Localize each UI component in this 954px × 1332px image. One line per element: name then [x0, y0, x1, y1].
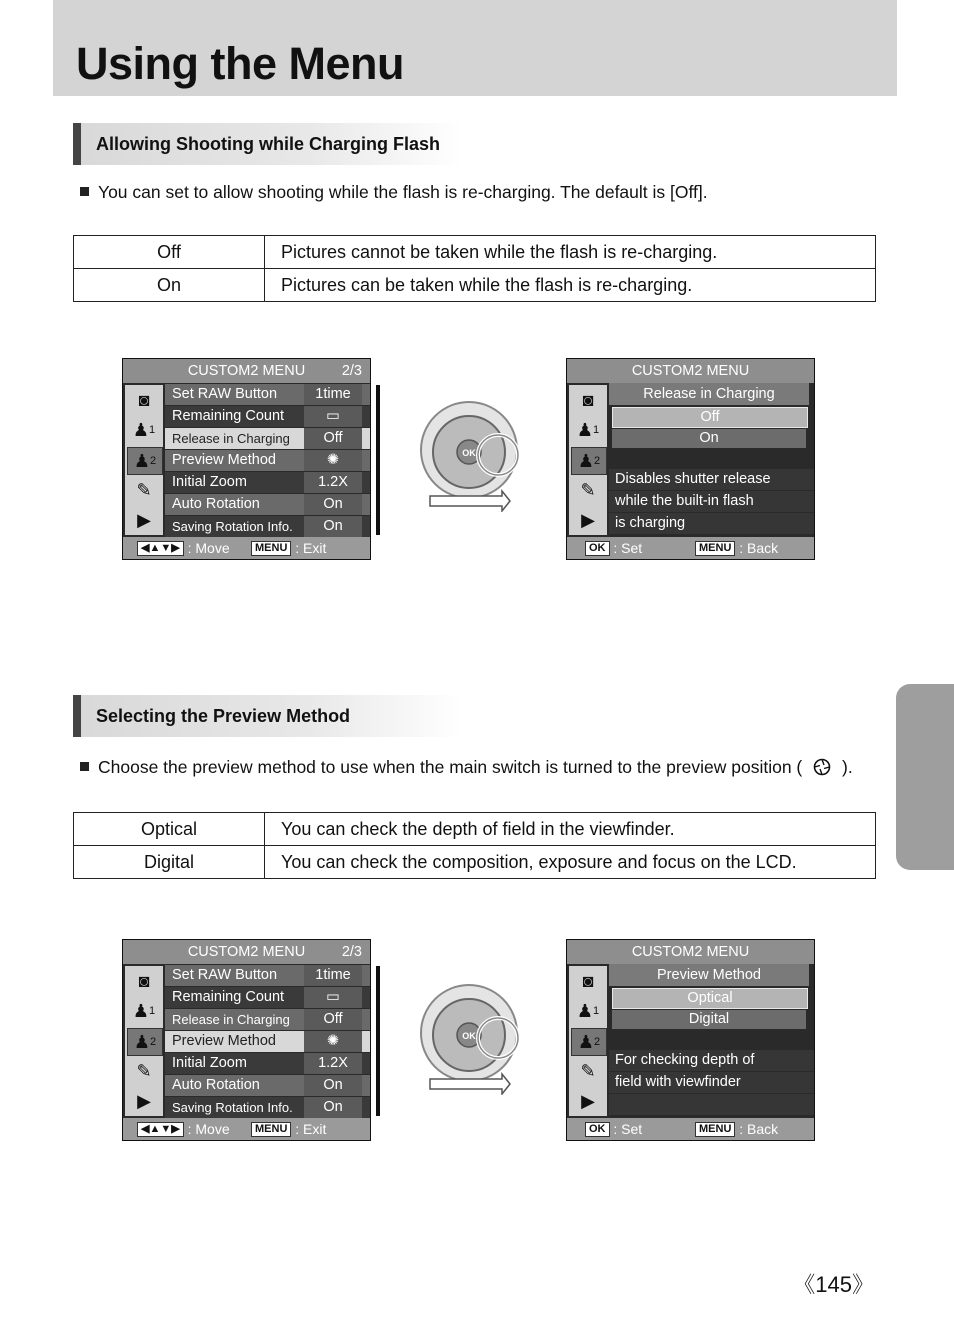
arrow-keys-icon: ◀▲▼▶ [137, 1122, 184, 1137]
custom2-icon[interactable]: ♟ 2 [127, 447, 163, 475]
description-text: field with viewfinder [615, 1074, 741, 1090]
options-table-flash [73, 235, 876, 302]
description-line [609, 1094, 814, 1115]
menu-row-label: Auto Rotation [172, 1077, 260, 1093]
bullet-square-icon [80, 187, 89, 196]
footer-set: : Set [613, 540, 643, 556]
section-heading-text: Selecting the Preview Method [96, 706, 351, 726]
aperture-icon: ✺ [304, 450, 362, 471]
lcd-tab-column [569, 966, 607, 1116]
menu-row[interactable] [165, 1097, 370, 1118]
footer-move: : Move [187, 1121, 230, 1137]
custom2-icon[interactable]: ♟ 2 [571, 1028, 607, 1056]
page-title: Using the Menu [76, 38, 404, 89]
menu-row-label: Set RAW Button [172, 967, 278, 983]
lcd-custom2-menu-2 [122, 939, 371, 1141]
description-line [609, 1050, 814, 1071]
bullet-square-icon [80, 762, 89, 771]
section-heading-text: Allowing Shooting while Charging Flash [96, 134, 440, 154]
menu-key-icon: MENU [695, 1122, 735, 1137]
section-heading-preview [73, 695, 463, 737]
lcd-title-bar [567, 940, 814, 964]
menu-row[interactable] [165, 516, 370, 537]
dial-ok-icon [418, 400, 528, 512]
dial-ok-label: OK [462, 448, 476, 458]
menu-row-selected[interactable] [165, 1031, 370, 1052]
menu-key-icon: MENU [251, 541, 291, 556]
option-key: On [74, 269, 265, 302]
menu-row[interactable] [165, 384, 370, 405]
submenu-option-selected[interactable]: Optical [612, 988, 808, 1009]
camera-icon[interactable]: ◙ [582, 389, 594, 410]
menu-row[interactable] [165, 1075, 370, 1096]
table-row [74, 846, 876, 879]
options-table-preview [73, 812, 876, 879]
lcd-footer [567, 1118, 814, 1140]
option-key: Off [74, 236, 265, 269]
menu-row[interactable] [165, 987, 370, 1008]
menu-row-value: 1time [304, 384, 362, 405]
wrench-icon[interactable]: ✎ [136, 479, 152, 500]
lcd-custom2-menu-1 [122, 358, 371, 560]
heading-bar [73, 695, 81, 737]
table-row [74, 236, 876, 269]
playback-icon[interactable]: ▶ [137, 509, 151, 530]
custom1-icon[interactable]: ♟ 1 [576, 419, 600, 440]
preview-aperture-icon [811, 758, 833, 776]
menu-row[interactable] [165, 494, 370, 515]
description-line [609, 469, 814, 490]
lcd-title-bar [123, 359, 370, 383]
submenu-heading: Preview Method [609, 964, 809, 986]
lcd-footer [123, 1118, 370, 1140]
camera-icon[interactable]: ◙ [138, 970, 150, 991]
lcd-title-bar [123, 940, 370, 964]
description-line [609, 513, 814, 534]
submenu-heading: Release in Charging [609, 383, 809, 405]
playback-icon[interactable]: ▶ [581, 1090, 595, 1111]
footer-exit: : Exit [295, 1121, 327, 1137]
menu-row-value: On [304, 1097, 362, 1118]
custom1-icon[interactable]: ♟ 1 [576, 1000, 600, 1021]
description-line [609, 1072, 814, 1093]
lcd-footer [567, 537, 814, 559]
dial-ok-label: OK [462, 1031, 476, 1041]
menu-key-icon: MENU [695, 541, 735, 556]
wrench-icon[interactable]: ✎ [136, 1060, 152, 1081]
menu-row-label: Preview Method [172, 1033, 276, 1049]
menu-row-label: Preview Method [172, 452, 276, 468]
menu-row[interactable] [165, 965, 370, 986]
lcd-scrollbar[interactable] [376, 385, 380, 535]
menu-row-label: Initial Zoom [172, 474, 247, 490]
menu-row-label: Release in Charging [172, 431, 290, 446]
lcd-scrollbar[interactable] [376, 966, 380, 1116]
description-text: while the built-in flash [615, 493, 754, 509]
menu-row-label: Saving Rotation Info. [172, 519, 293, 534]
footer-set: : Set [613, 1121, 643, 1137]
heading-bar [73, 123, 81, 165]
menu-row-value: Off [304, 1009, 362, 1030]
bullet-preview [80, 757, 853, 778]
footer-back: : Back [739, 540, 779, 556]
lcd-title-bar [567, 359, 814, 383]
menu-row-value: On [304, 1075, 362, 1096]
custom1-icon[interactable]: ♟ 1 [132, 1000, 156, 1021]
wrench-icon[interactable]: ✎ [580, 479, 596, 500]
ok-key-icon: OK [585, 1122, 610, 1137]
lcd-page-indicator: 2/3 [341, 363, 362, 379]
dial-ok-icon [418, 983, 528, 1095]
custom1-icon[interactable]: ♟ 1 [132, 419, 156, 440]
custom2-icon[interactable]: ♟ 2 [571, 447, 607, 475]
menu-row-value: 1.2X [304, 472, 362, 493]
section-heading-flash [73, 123, 463, 165]
camera-icon[interactable]: ◙ [582, 970, 594, 991]
option-description: Pictures can be taken while the flash is re-charging. [265, 269, 876, 302]
menu-row[interactable] [165, 1009, 370, 1030]
lcd-title: CUSTOM2 MENU [631, 944, 750, 960]
lcd-page-indicator: 2/3 [341, 944, 362, 960]
description-line [609, 491, 814, 512]
camera-icon[interactable]: ◙ [138, 389, 150, 410]
bullet-text-end: ). [842, 757, 853, 777]
custom2-icon[interactable]: ♟ 2 [127, 1028, 163, 1056]
menu-row-label: Auto Rotation [172, 496, 260, 512]
submenu-option[interactable]: Digital [612, 1010, 806, 1029]
option-key: Optical [74, 813, 265, 846]
submenu-option[interactable]: On [612, 429, 806, 448]
page-header [53, 0, 897, 96]
menu-row-value: On [304, 516, 362, 537]
menu-row[interactable] [165, 472, 370, 493]
menu-row-value: Off [304, 428, 362, 449]
option-description: You can check the depth of field in the viewfinder. [265, 813, 876, 846]
lcd-footer [123, 537, 370, 559]
lcd-title: CUSTOM2 MENU [187, 363, 306, 379]
submenu-option-selected[interactable]: Off [612, 407, 808, 428]
playback-icon[interactable]: ▶ [137, 1090, 151, 1111]
wrench-icon[interactable]: ✎ [580, 1060, 596, 1081]
option-description: Pictures cannot be taken while the flash is re-charging. [265, 236, 876, 269]
bullet-text: Choose the preview method to use when the main switch is turned to the preview position ( [98, 757, 803, 777]
lcd-title: CUSTOM2 MENU [187, 944, 306, 960]
chapter-side-tab [896, 684, 954, 870]
lcd-tab-column [125, 385, 163, 535]
lcd-tab-column [125, 966, 163, 1116]
lcd-title: CUSTOM2 MENU [631, 363, 750, 379]
menu-row-value: 1time [304, 965, 362, 986]
footer-back: : Back [739, 1121, 779, 1137]
menu-row[interactable] [165, 406, 370, 427]
footer-move: : Move [187, 540, 230, 556]
menu-row-selected[interactable] [165, 428, 370, 449]
menu-row-value: 1.2X [304, 1053, 362, 1074]
arrow-keys-icon: ◀▲▼▶ [137, 541, 184, 556]
menu-row-label: Remaining Count [172, 989, 285, 1005]
bullet-flash [80, 182, 708, 203]
menu-row-label: Remaining Count [172, 408, 285, 424]
aperture-icon: ✺ [304, 1031, 362, 1052]
menu-row-label: Saving Rotation Info. [172, 1100, 293, 1115]
menu-row[interactable] [165, 450, 370, 471]
table-row [74, 813, 876, 846]
footer-exit: : Exit [295, 540, 327, 556]
menu-row-label: Release in Charging [172, 1012, 290, 1027]
menu-row[interactable] [165, 1053, 370, 1074]
description-text: For checking depth of [615, 1052, 755, 1068]
page-number: 《145》 [793, 1272, 874, 1297]
table-row [74, 269, 876, 302]
option-description: You can check the composition, exposure and focus on the LCD. [265, 846, 876, 879]
option-key: Digital [74, 846, 265, 879]
menu-row-value: On [304, 494, 362, 515]
description-text: Disables shutter release [615, 471, 771, 487]
ok-key-icon: OK [585, 541, 610, 556]
playback-icon[interactable]: ▶ [581, 509, 595, 530]
bullet-text: You can set to allow shooting while the flash is re-charging. The default is [Off]. [98, 182, 708, 202]
remaining-count-icon: ▭ [304, 406, 362, 427]
lcd-tab-column [569, 385, 607, 535]
remaining-count-icon: ▭ [304, 987, 362, 1008]
lcd-release-charging-submenu [566, 358, 815, 560]
menu-row-label: Set RAW Button [172, 386, 278, 402]
menu-key-icon: MENU [251, 1122, 291, 1137]
lcd-preview-method-submenu [566, 939, 815, 1141]
description-text: is charging [615, 515, 686, 531]
menu-row-label: Initial Zoom [172, 1055, 247, 1071]
